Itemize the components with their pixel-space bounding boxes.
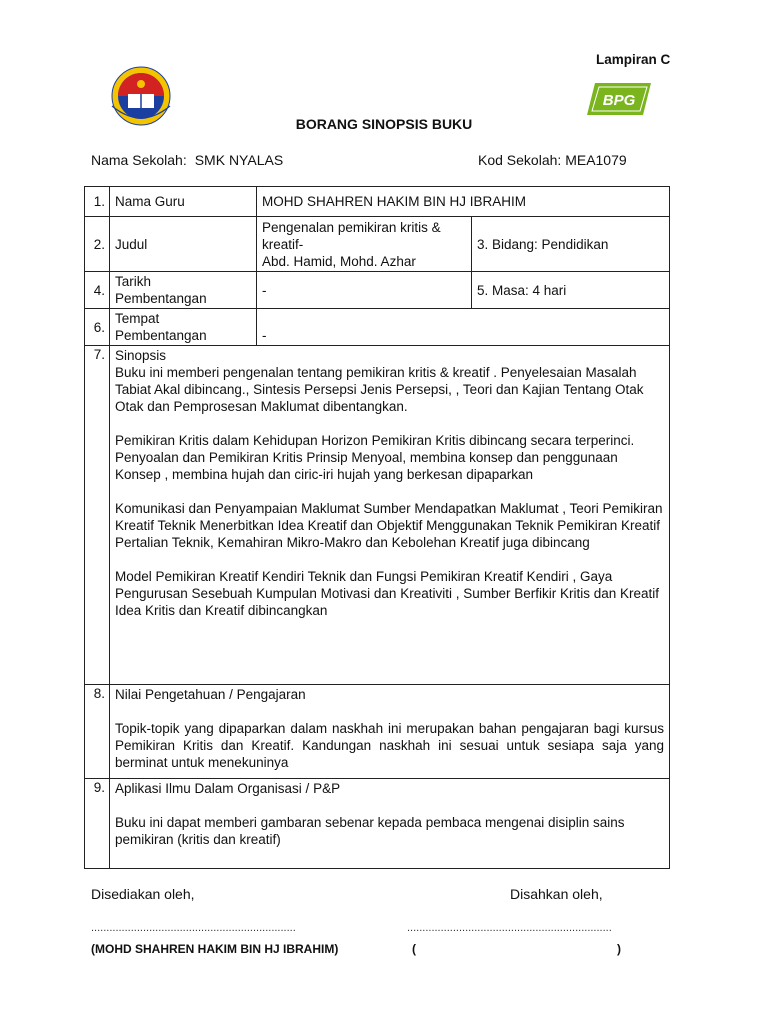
application-cell — [110, 779, 670, 869]
annex-label: Lampiran C — [596, 52, 671, 67]
field-label-line: Tempat — [115, 311, 160, 326]
prepared-by-name: (MOHD SHAHREN HAKIM BIN HJ IBRAHIM) — [91, 942, 339, 956]
row-number: 6. — [85, 309, 110, 346]
synopsis-cell — [110, 346, 670, 685]
bpg-logo — [585, 81, 655, 117]
field-masa: 5. Masa: 4 hari — [472, 272, 670, 309]
book-title-line: Pengenalan pemikiran kritis & — [262, 219, 441, 235]
synopsis-paragraph: Pemikiran Kritis dalam Kehidupan Horizon Pemikiran Kritis dibincang secara terperinci. Penyoalan dan Pemikiran Kritis Prinsip Menyoal, membina konsep dan penggunaan Konsep , membina hujah dan ciric-iri hujah yang berkesan dipaparkan — [115, 433, 635, 482]
field-label — [110, 272, 257, 309]
form-title: BORANG SINOPSIS BUKU — [295, 116, 473, 132]
field-label-line: Pembentangan — [115, 328, 207, 343]
field-label-line: Pembentangan — [115, 291, 207, 306]
synopsis-form-table — [84, 186, 670, 869]
book-title-value — [257, 217, 472, 272]
application-paragraph: Buku ini dapat memberi gambaran sebenar kepada pembaca mengenai disiplin sains pemikiran (kritis dan kreatif) — [115, 815, 625, 847]
row-number: 2. — [85, 217, 110, 272]
book-author-line: Abd. Hamid, Mohd. Azhar — [262, 253, 416, 269]
approved-by-label: Disahkan oleh, — [510, 886, 603, 902]
synopsis-paragraph: Buku ini memberi pengenalan tentang pemikiran kritis & kreatif . Penyelesaian Masalah Tabiat Akal dibincang., Sintesis Persepsi Jenis Persepsi, , Teori dan Kajian Tentang Otak Otak dan Pemprosesan Maklumat dibentangkan. — [115, 365, 644, 414]
school-info — [91, 152, 681, 168]
row-number: 4. — [85, 272, 110, 309]
school-name-value: SMK NYALAS — [194, 152, 284, 168]
signature-line-approved: ................................................................... — [407, 922, 612, 934]
book-title-line: kreatif- — [262, 236, 304, 252]
teacher-name-value: MOHD SHAHREN HAKIM BIN HJ IBRAHIM — [257, 187, 670, 217]
knowledge-value-paragraph: Topik-topik yang dipaparkan dalam naskhah ini merupakan bahan pengajaran bagi kursus Pemikiran Kritis dan Kreatif. Kandungan naskhah ini sesuai untuk sesiapa saja yang berminat untuk menekuninya — [115, 721, 664, 770]
row-number: 1. — [85, 187, 110, 217]
prepared-by-label: Disediakan oleh, — [91, 886, 195, 902]
synopsis-paragraph: Model Pemikiran Kreatif Kendiri Teknik dan Fungsi Pemikiran Kreatif Kendiri , Gaya Pengurusan Sesebuah Kumpulan Motivasi dan Kreativiti , Sumber Berfikir Kritis dan Kreatif Idea Kritis dan Kreatif dibincangkan — [115, 569, 660, 618]
row-teacher-name — [85, 187, 670, 217]
row-number: 7. — [85, 346, 110, 685]
field-label: Nama Guru — [110, 187, 257, 217]
row-presentation-place — [85, 309, 670, 346]
row-knowledge-value — [85, 685, 670, 779]
school-name-label: Nama Sekolah: — [91, 152, 187, 168]
school-code-value: MEA1079 — [565, 152, 627, 168]
application-heading: Aplikasi Ilmu Dalam Organisasi / P&P — [115, 781, 341, 796]
row-number: 8. — [85, 685, 110, 779]
approver-name-close: ) — [617, 942, 621, 956]
row-synopsis — [85, 346, 670, 685]
row-application — [85, 779, 670, 869]
field-bidang: 3. Bidang: Pendidikan — [472, 217, 670, 272]
field-label: Judul — [110, 217, 257, 272]
row-title — [85, 217, 670, 272]
knowledge-value-cell — [110, 685, 670, 779]
school-code-label: Kod Sekolah: — [478, 152, 562, 168]
synopsis-heading: Sinopsis — [115, 348, 167, 363]
signature-line-prepared: ................................................................... — [91, 922, 296, 934]
row-number: 9. — [85, 779, 110, 869]
field-label-line: Tarikh — [115, 274, 152, 289]
presentation-place-value: - — [257, 309, 670, 346]
approver-name-open: ( — [412, 942, 416, 956]
synopsis-paragraph: Komunikasi dan Penyampaian Maklumat Sumber Mendapatkan Maklumat , Teori Pemikiran Kreatif Teknik Menerbitkan Idea Kreatif dan Objektif Menggunakan Teknik Pemikiran Kreatif Pertalian Teknik, Kemahiran Mikro-Makro dan Kebolehan Kreatif juga dibincang — [115, 501, 663, 550]
school-code — [478, 152, 627, 168]
field-label — [110, 309, 257, 346]
row-presentation-date — [85, 272, 670, 309]
knowledge-value-heading: Nilai Pengetahuan / Pengajaran — [115, 687, 306, 702]
presentation-date-value: - — [257, 272, 472, 309]
bpg-logo-text: BPG — [602, 92, 636, 109]
